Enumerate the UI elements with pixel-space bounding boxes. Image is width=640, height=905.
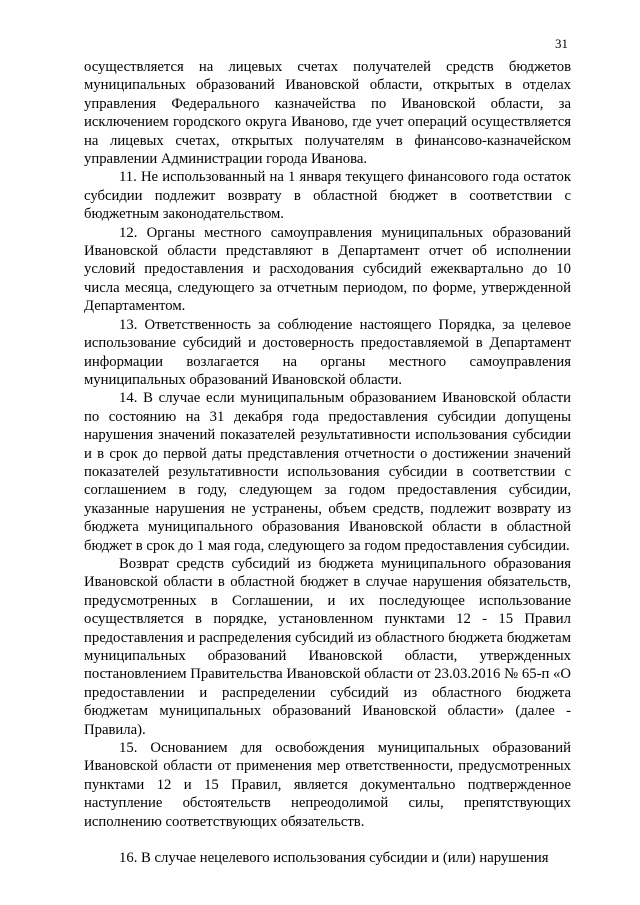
paragraph-14-return: Возврат средств субсидий из бюджета муниципального образования Ивановской области в областной бюджет в случае нарушения обязательств, предусмотренных в Соглашении, и их последующее использование осуществляется в порядке, установленном пунктами 12 - 15 Правил предоставления и распределения субсидий из областного бюджета бюджетам муниципальных образований Ивановской области, утвержденных постановлением Правительства Ивановской области от 23.03.2016 № 65-п «О предоставлении и распределении субсидий из областного бюджета бюджетам муниципальных образований Ивановской области» (далее - Правила). bbox=[84, 555, 571, 738]
paragraph-12: 12. Органы местного самоуправления муниципальных образований Ивановской области представляют в Департамент отчет об исполнении условий предоставления и расходования субсидий ежеквартально до 10 числа месяца, следующего за отчетным периодом, по форме, утвержденной Департаментом. bbox=[84, 224, 571, 315]
paragraph-11: 11. Не использованный на 1 января текущего финансового года остаток субсидии подлежит возврату в областной бюджет в соответствии с бюджетным законодательством. bbox=[84, 169, 571, 223]
paragraph-continuation: осуществляется на лицевых счетах получателей средств бюджетов муниципальных образований Ивановской области, открытых в отделах управления Федерального казначейства по Ивановской области, за исключением городского округа Иваново, где учет операций осуществляется на лицевых счетах, открытых получателям в финансово-казначейском управлении Администрации города Иванова. bbox=[84, 59, 571, 168]
paragraph-13: 13. Ответственность за соблюдение настоящего Порядка, за целевое использование субсидий и достоверность предоставляемой в Департамент информации возлагается на органы местного самоуправления муниципальных образований Ивановской области. bbox=[84, 316, 571, 388]
page-number: 31 bbox=[555, 36, 568, 51]
paragraph-15: 15. Основанием для освобождения муниципальных образований Ивановской области от применения мер ответственности, предусмотренных пунктами 12 и 15 Правил, является документально подтвержденное наступление обстоятельств непреодолимой силы, препятствующих исполнению соответствующих обязательств. bbox=[84, 740, 571, 830]
paragraph-16: 16. В случае нецелевого использования субсидии и (или) нарушения bbox=[119, 850, 549, 867]
body-text bbox=[84, 58, 571, 868]
paragraph-14: 14. В случае если муниципальным образованием Ивановской области по состоянию на 31 декабря года предоставления субсидии допущены нарушения значений показателей результативности использования субсидии и в срок до первой даты представления отчетности о достижении значений показателей результативности использования субсидии в соответствии с соглашением в году, следующем за годом предоставления субсидии, указанные нарушения не устранены, объем средств, подлежит возврату из бюджета муниципального образования Ивановской области в областной бюджет в срок до 1 мая года, следующего за годом предоставления субсидии. bbox=[84, 390, 571, 554]
